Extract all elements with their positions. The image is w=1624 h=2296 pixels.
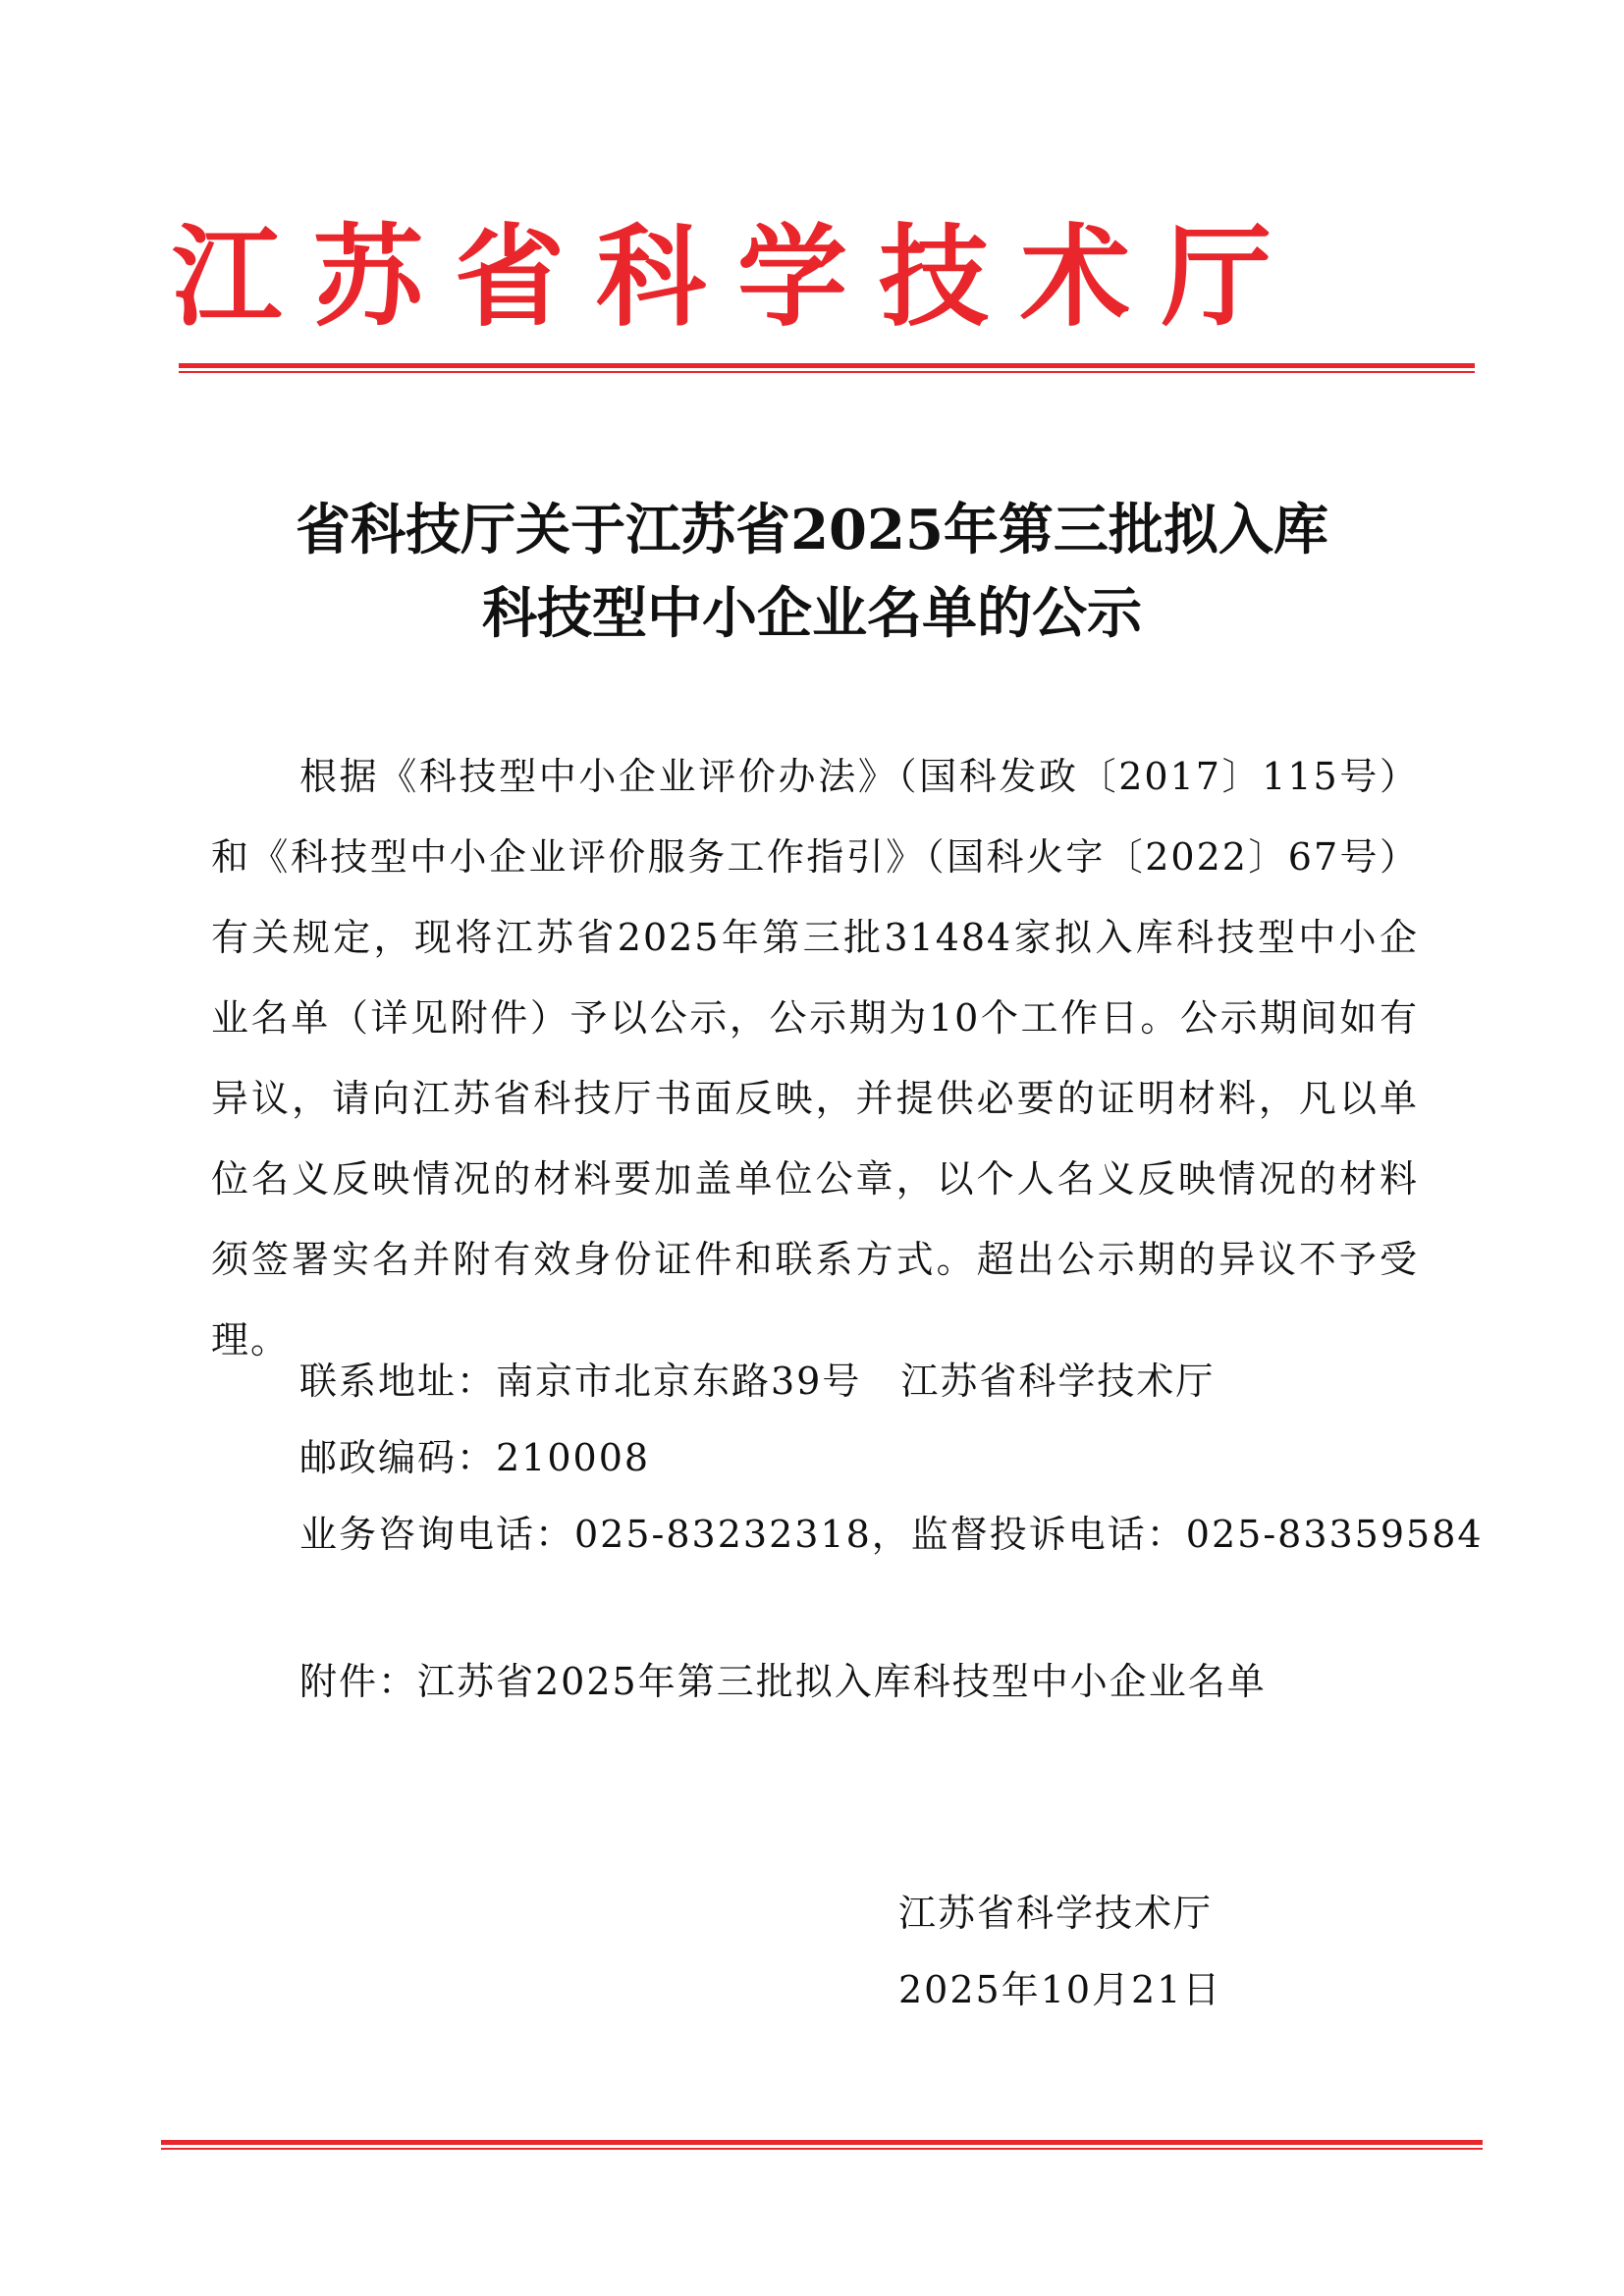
footer-divider <box>161 2140 1483 2145</box>
attachment-note: 附件：江苏省2025年第三批拟入库科技型中小企业名单 <box>299 1660 1267 1703</box>
signature-organization: 江苏省科学技术厅 <box>898 1892 1214 1935</box>
letterhead-title: 江苏省科学技术厅 <box>172 214 1303 342</box>
letterhead-divider <box>179 363 1475 368</box>
contact-phones: 业务咨询电话：025-83232318，监督投诉电话：025-83359584 <box>299 1513 1484 1556</box>
document-title-line-1: 省科技厅关于江苏省2025年第三批拟入库 <box>296 498 1328 562</box>
postal-code: 邮政编码：210008 <box>299 1436 651 1479</box>
footer-divider-thin <box>161 2148 1483 2150</box>
document-body: 根据《科技型中小企业评价办法》（国科发政〔2017〕115号）和《科技型中小企业评价服务工作指引》（国科火字〔2022〕67号）有关规定，现将江苏省2025年第三批31484家拟入库科技型中小企业名单（详见附件）予以公示，公示期为10个工作日。公示期间如有异议，请向江苏省科技厅书面反映，并提供必要的证明材料，凡以单位名义反映情况的材料要加盖单位公章，以个人名义反映情况的材料须签署实名并附有效身份证件和联系方式。超出公示期的异议不予受理。 <box>211 755 1419 1362</box>
contact-address: 联系地址：南京市北京东路39号 江苏省科学技术厅 <box>299 1360 1216 1403</box>
document-title-line-2: 科技型中小企业名单的公示 <box>482 581 1142 646</box>
letterhead-divider-thin <box>179 371 1475 373</box>
signature-date: 2025年10月21日 <box>898 1968 1222 2011</box>
